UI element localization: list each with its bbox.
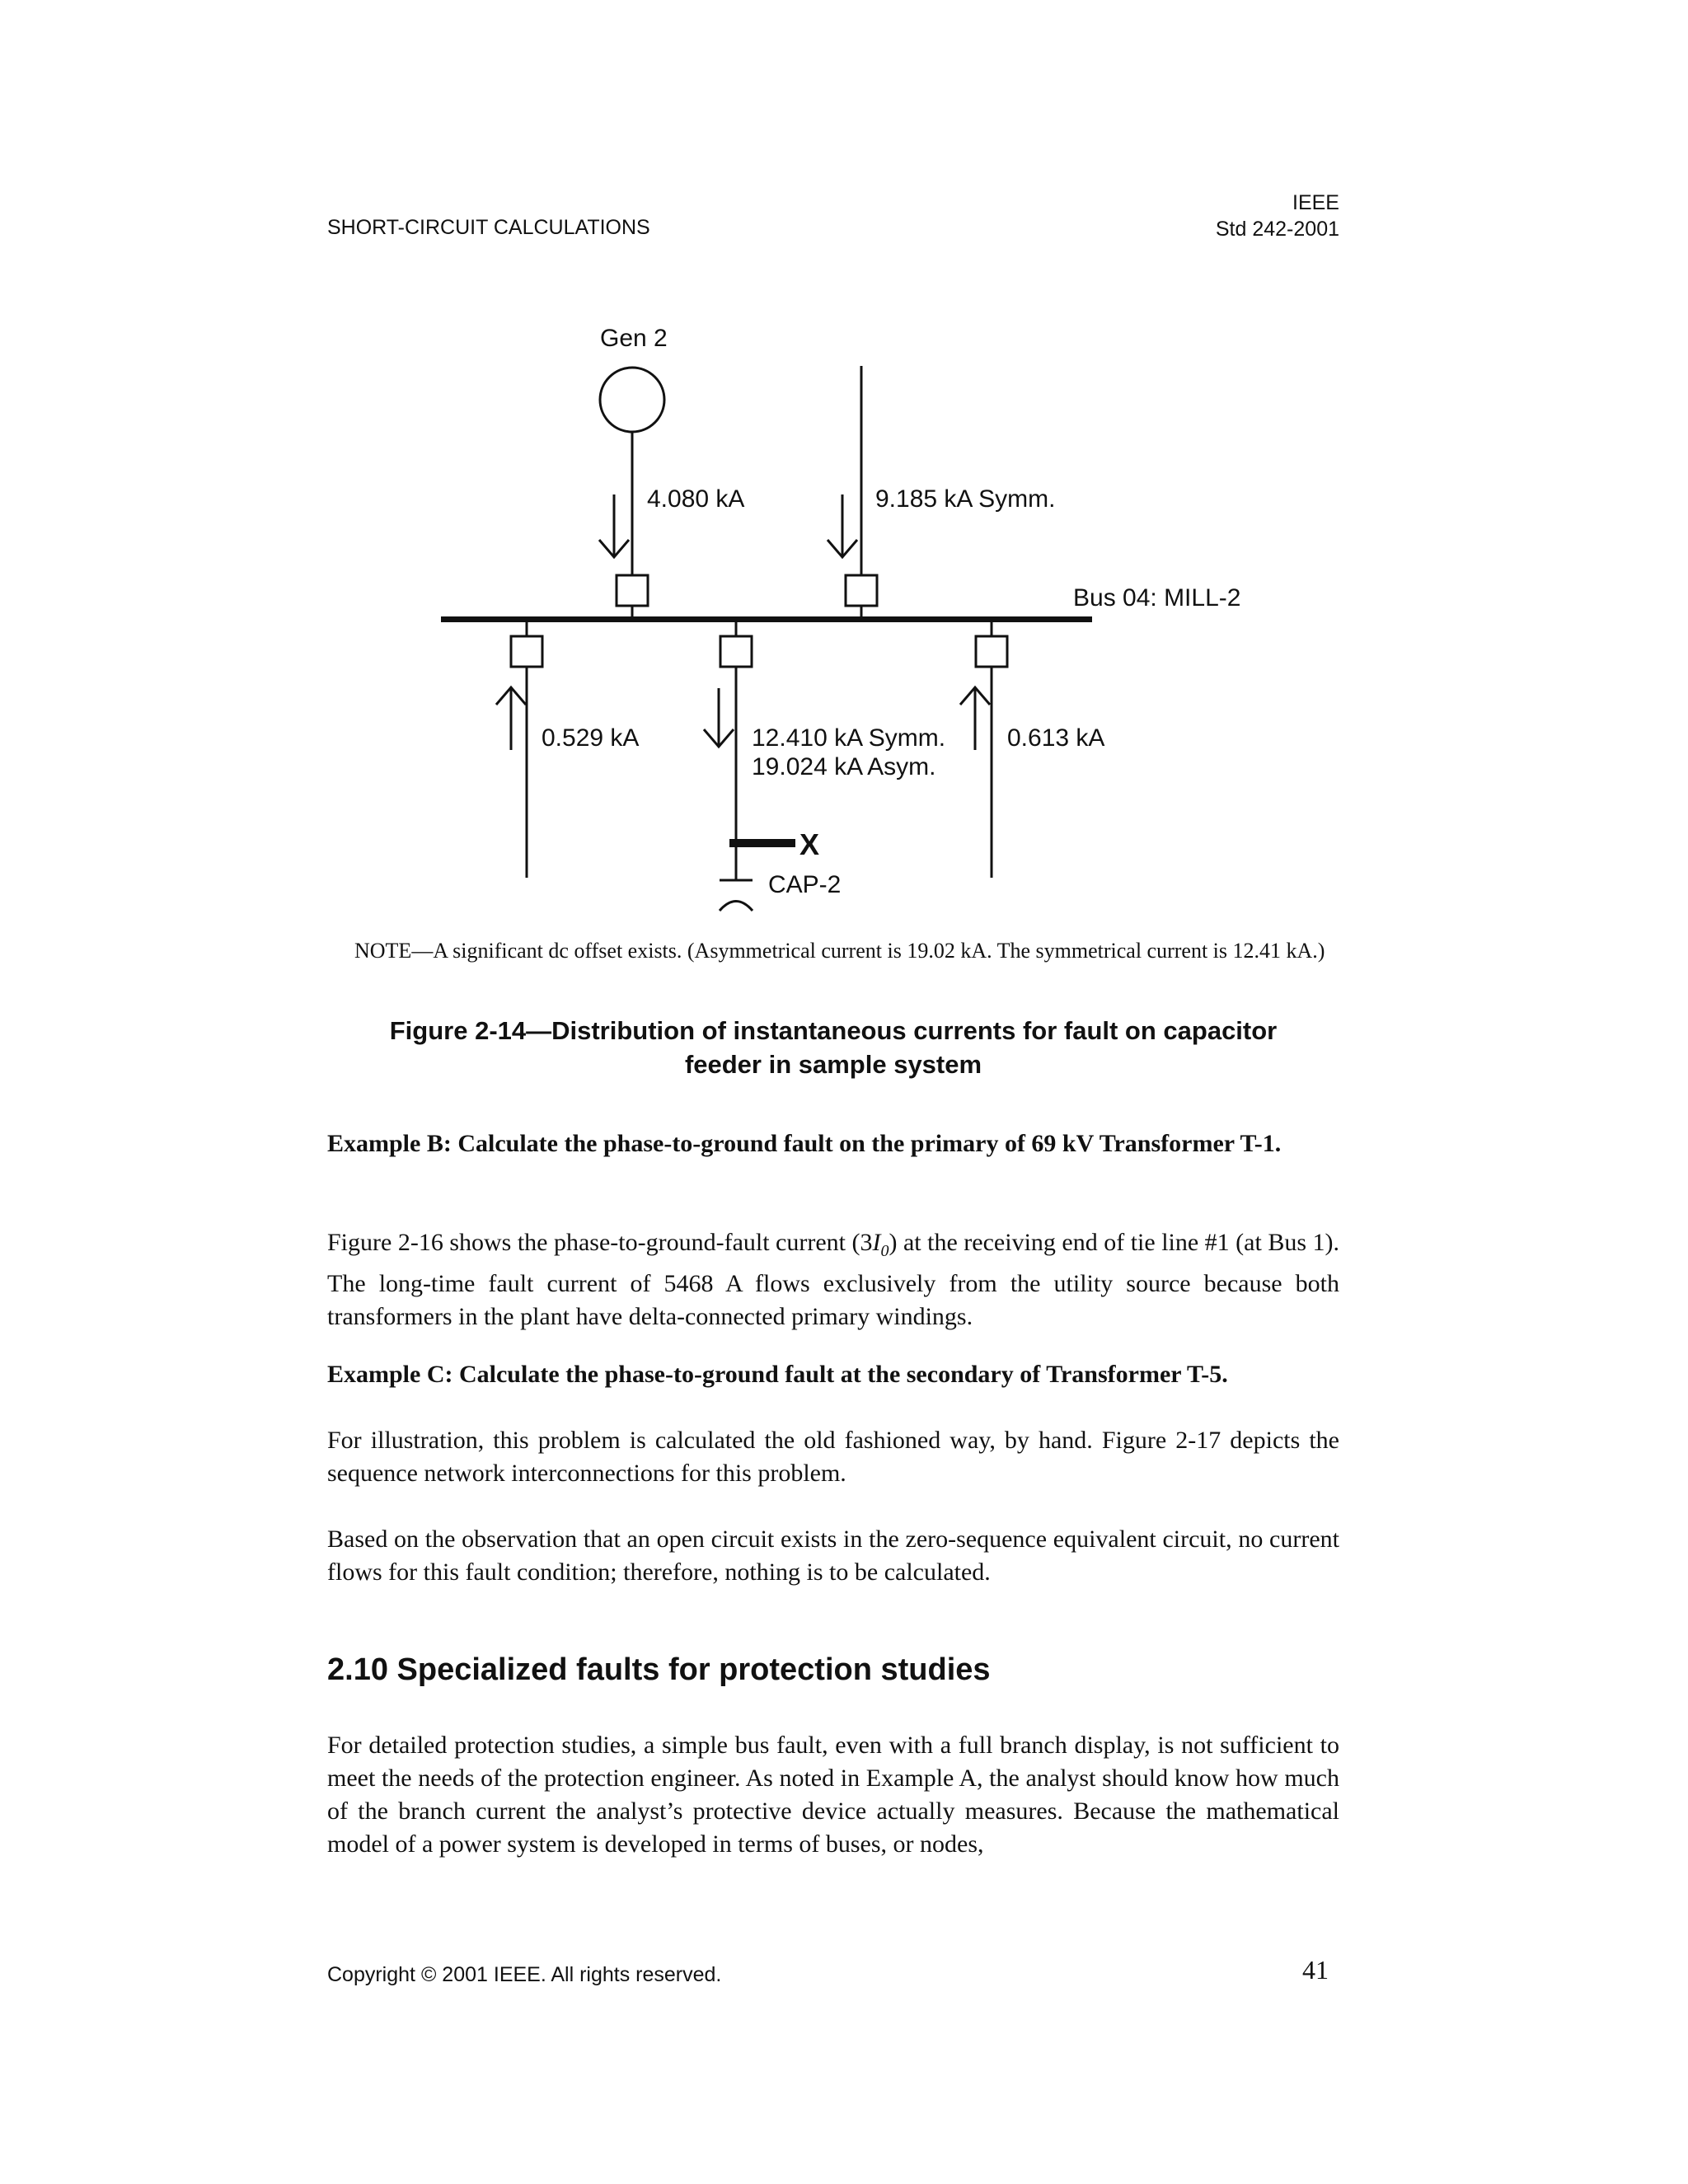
left-feeder-current-arrow <box>496 687 526 750</box>
left-feeder-breaker <box>511 636 542 667</box>
header-org: IEEE <box>1292 191 1339 214</box>
example-b-paragraph <box>327 1226 1339 1333</box>
section-paragraph: For detailed protection studies, a simple bus fault, even with a full branch display, is not sufficient to meet the needs of the protection engineer. As noted in Example A, the analyst should know how much of the branch current the analyst’s protective device actually measures. Because the mathematical model of a power system is developed in terms of buses, or nodes, <box>327 1732 1339 1858</box>
right-feeder-current-arrow <box>960 687 990 750</box>
example-b-text-end: ) at the receiving end of tie line #1 (at Bus 1). The long-time fault current of 5468 A flows exclusively from the utility source because both transformers in the plant have delta-connected primary windings. <box>327 1229 1339 1330</box>
cap-feeder-symm-label: 12.410 kA Symm. <box>752 724 946 752</box>
utility-current-arrow <box>828 494 857 557</box>
cap-feeder-asym-label: 19.024 kA Asym. <box>752 753 936 780</box>
example-b-heading: Example B: Calculate the phase-to-ground fault on the primary of 69 kV Transformer T-1. <box>327 1130 1282 1157</box>
gen-breaker <box>617 575 648 606</box>
one-line-diagram <box>0 0 1688 931</box>
figure-caption-line-1: Figure 2-14—Distribution of instantaneous currents for fault on capacitor <box>389 1016 1278 1045</box>
header-std-number: Std 242-2001 <box>1215 218 1339 241</box>
figure-caption-line-2: feeder in sample system <box>684 1050 982 1079</box>
figure-note: NOTE—A significant dc offset exists. (Asymmetrical current is 19.02 kA. The symmetrical current is 12.41 kA.) <box>354 939 1325 963</box>
right-feeder-current-label: 0.613 kA <box>1007 724 1105 752</box>
example-b-variable: I <box>872 1229 881 1256</box>
gen-current-arrow <box>599 494 629 557</box>
figure-caption <box>327 1014 1339 1081</box>
page-number: 41 <box>1302 1955 1329 1985</box>
example-b-text-start: Figure 2-16 shows the phase-to-ground-fault current (3 <box>327 1229 873 1256</box>
left-feeder-current-label: 0.529 kA <box>542 724 640 752</box>
running-header-title: SHORT-CIRCUIT CALCULATIONS <box>327 216 650 239</box>
copyright-footer: Copyright © 2001 IEEE. All rights reserved. <box>327 1963 722 1986</box>
capacitor-curved-plate <box>720 902 753 912</box>
cap-feeder-current-arrow <box>704 688 734 747</box>
utility-breaker <box>846 575 877 606</box>
example-c-paragraph-2: Based on the observation that an open circuit exists in the zero-sequence equivalent circuit, no current flows for this fault condition; therefore, nothing is to be calculated. <box>327 1526 1339 1586</box>
bus-bar <box>441 616 1092 622</box>
fault-marker: X <box>799 827 820 861</box>
fault-bar <box>729 839 795 847</box>
bus-label: Bus 04: MILL-2 <box>1073 584 1241 612</box>
example-c-paragraph-1: For illustration, this problem is calculated the old fashioned way, by hand. Figure 2-17 depicts the sequence network interconnections for this problem. <box>327 1427 1339 1487</box>
cap-feeder-breaker <box>720 636 752 667</box>
example-b-subscript: 0 <box>880 1242 889 1260</box>
generator-label: Gen 2 <box>600 325 668 352</box>
right-feeder-breaker <box>976 636 1007 667</box>
utility-current-label: 9.185 kA Symm. <box>875 485 1056 513</box>
example-c-heading: Example C: Calculate the phase-to-ground fault at the secondary of Transformer T-5. <box>327 1361 1228 1388</box>
capacitor-label: CAP-2 <box>768 871 842 898</box>
section-heading: 2.10 Specialized faults for protection studies <box>327 1652 991 1687</box>
generator-symbol <box>600 368 664 432</box>
gen-current-label: 4.080 kA <box>647 485 745 513</box>
